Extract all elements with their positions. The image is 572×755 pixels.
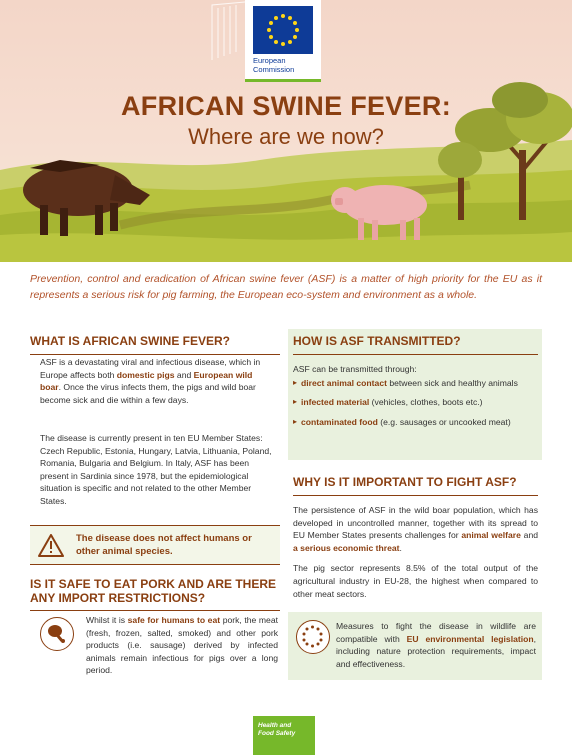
list-item: ▸ contaminated food (e.g. sausages or uncooked meat) [293,416,511,427]
meat-icon [40,617,74,651]
section-title: HOW IS ASF TRANSMITTED? [293,334,538,355]
intro-paragraph: Prevention, control and eradication of African swine fever (ASF) is a matter of high priority for the EU as it represents a serious risk for pig farming, the European eco-system and environment as a whole. [30,273,542,301]
page-subtitle: Where are we now? [188,124,384,149]
what-is-paragraph-2: The disease is currently present in ten EU Member States: Czech Republic, Estonia, Hungary, Latvia, Lithuania, Poland, Romania, Bulgaria and Belgium. In Italy, ASF has been present in Sardinia since 1978, but the epidemiological situation is specific and not related to the other Member States. [40,433,272,506]
highlight: animal welfare [461,530,521,541]
highlight: a serious economic threat [293,542,400,553]
page-title: AFRICAN SWINE FEVER: [121,91,451,121]
importance-paragraph-1: The persistence of ASF in the wild boar population, which has developed in uncontrolled manner, together with its spread to EU Member States presents challenges for animal welfare and a serious economic threat. [293,505,538,553]
safe-to-eat-section [30,577,280,611]
bullet-arrow-icon: ▸ [293,416,298,426]
list-item: ▸ direct animal contact between sick and healthy animals [293,377,518,388]
legislation-paragraph: Measures to fight the disease in wildlife are compatible with EU environmental legislation, including nature protection requirements, impact and effectiveness. [336,621,536,669]
highlight: domestic pigs [116,369,175,380]
what-is-section [30,334,280,355]
section-title: IS IT SAFE TO EAT PORK AND ARE THERE ANY IMPORT RESTRICTIONS? [30,577,280,611]
highlight: safe for humans to eat [127,615,221,625]
bullet-arrow-icon: ▸ [293,377,298,387]
highlight: EU environmental legislation [406,633,534,644]
logo-line-2: Commission [253,65,295,74]
section-title: WHY IS IT IMPORTANT TO FIGHT ASF? [293,475,538,496]
highlight: European wild boar [40,369,253,393]
eu-flag-icon [253,6,313,54]
health-food-safety-badge: Health and Food Safety [253,716,315,755]
transmission-intro: ASF can be transmitted through: [293,364,417,374]
importance-paragraph-2: The pig sector represents 8.5% of the total output of the agricultural industry in EU-28, the highest when compared to other meat sectors. [293,563,538,599]
european-commission-logo [245,0,321,82]
warning-icon [38,534,64,557]
logo-text [253,56,294,74]
list-item: ▸ infected material (vehicles, clothes, boots etc.) [293,397,483,408]
logo-line-1: European [253,56,286,65]
eu-stars-icon [296,620,330,654]
warning-text: The disease does not affect humans or other animal species. [76,533,252,557]
section-title: WHAT IS AFRICAN SWINE FEVER? [30,334,280,355]
transmission-section [293,334,538,435]
hero-banner [0,0,572,262]
safe-to-eat-paragraph: Whilst it is safe for humans to eat pork, the meat (fresh, frozen, salted, smoked) and other pork products (i.e. sausage) derived by infected animals remain infectious for pigs over a long period. [86,615,279,676]
importance-section [293,475,538,600]
warning-box [30,525,280,565]
bullet-arrow-icon: ▸ [293,397,298,407]
what-is-paragraph-1: ASF is a devastating viral and infectious disease, which in Europe affects both domestic pigs and European wild boar. Once the virus infects them, the pigs and wild boar become sick and die within a few days. [40,357,261,405]
